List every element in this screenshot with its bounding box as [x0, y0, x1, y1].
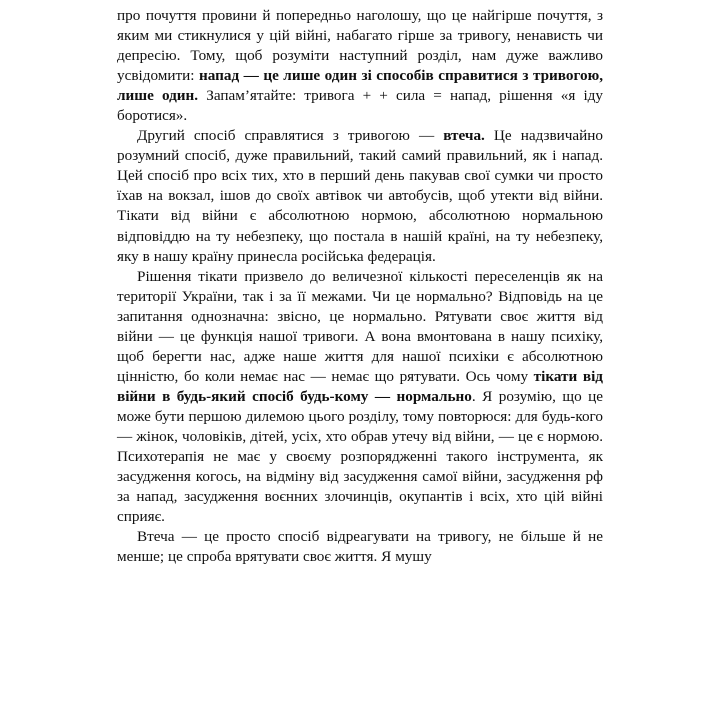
text-run: Запам’ятайте: тривога + + сила = напад, рішення «я іду боротися».	[117, 87, 603, 125]
body-paragraph	[117, 527, 603, 567]
body-paragraph	[117, 126, 603, 266]
body-paragraph	[117, 6, 603, 126]
emphasis-text-run: напад — це лише один зі способів справитися з тривогою, лише один.	[117, 67, 603, 105]
text-run: Рішення тікати призвело до величезної кількості переселенців як на території України, так і за її межами. Чи це нормально? Відповідь на це запитання однозначна: звісно, це нормально. Рятувати своє життя від війни — це функція нашої тривоги. А вона вмонтована в нашу психіку, щоб берегти нас, адже наше життя для нашої психіки є абсолютною цінністю, бо коли немає нас — немає що рятувати. Ось чому	[117, 267, 603, 385]
text-run: Втеча — це просто спосіб відреагувати на тривогу, не більше й не менше; це спроба врятувати своє життя. Я мушу	[117, 528, 603, 566]
emphasis-text-run: тікати від війни в будь-який спосіб будь-кому — нормально	[117, 367, 603, 405]
text-run: Це надзвичайно розумний спосіб, дуже правильний, такий самий правильний, як і напад. Цей спосіб про всіх тих, хто в перший день пакував свої сумки чи просто їхав на вокзал, ішов до своїх автівок чи автобусів, щоб утекти від війни. Тікати від війни є абсолютною нормою, абсолютною нормальною відповіддю на ту небезпеку, що постала в нашій країні, на ту небезпеку, яку в нашу країну принесла російська федерація.	[117, 127, 604, 265]
body-text-column	[117, 6, 603, 567]
emphasis-text-run: втеча.	[443, 127, 485, 145]
text-run: Другий спосіб справлятися з тривогою —	[137, 127, 444, 145]
text-run: . Я розумію, що це може бути першою дилемою цього розділу, тому повторюся: для будь-кого — жінок, чоловіків, дітей, усіх, хто обрав утечу від війни, — це є нормою. Психотерапія не має у своєму розпорядженні такого інструмента, як засудження когось, на відміну від засудження самої війни, засудження рф за напад, засудження воєнних злочинців, окупантів і всіх, хто цій війні сприяє.	[117, 387, 603, 526]
body-paragraph	[117, 267, 603, 528]
text-run: про почуття провини й попередньо наголошу, що це найгірше почуття, з яким ми стикнулися у цій війні, набагато гірше за тривогу, ненависть чи депресію. Тому, щоб розуміти наступний розділ, нам дуже важливо усвідомити:	[117, 7, 603, 85]
